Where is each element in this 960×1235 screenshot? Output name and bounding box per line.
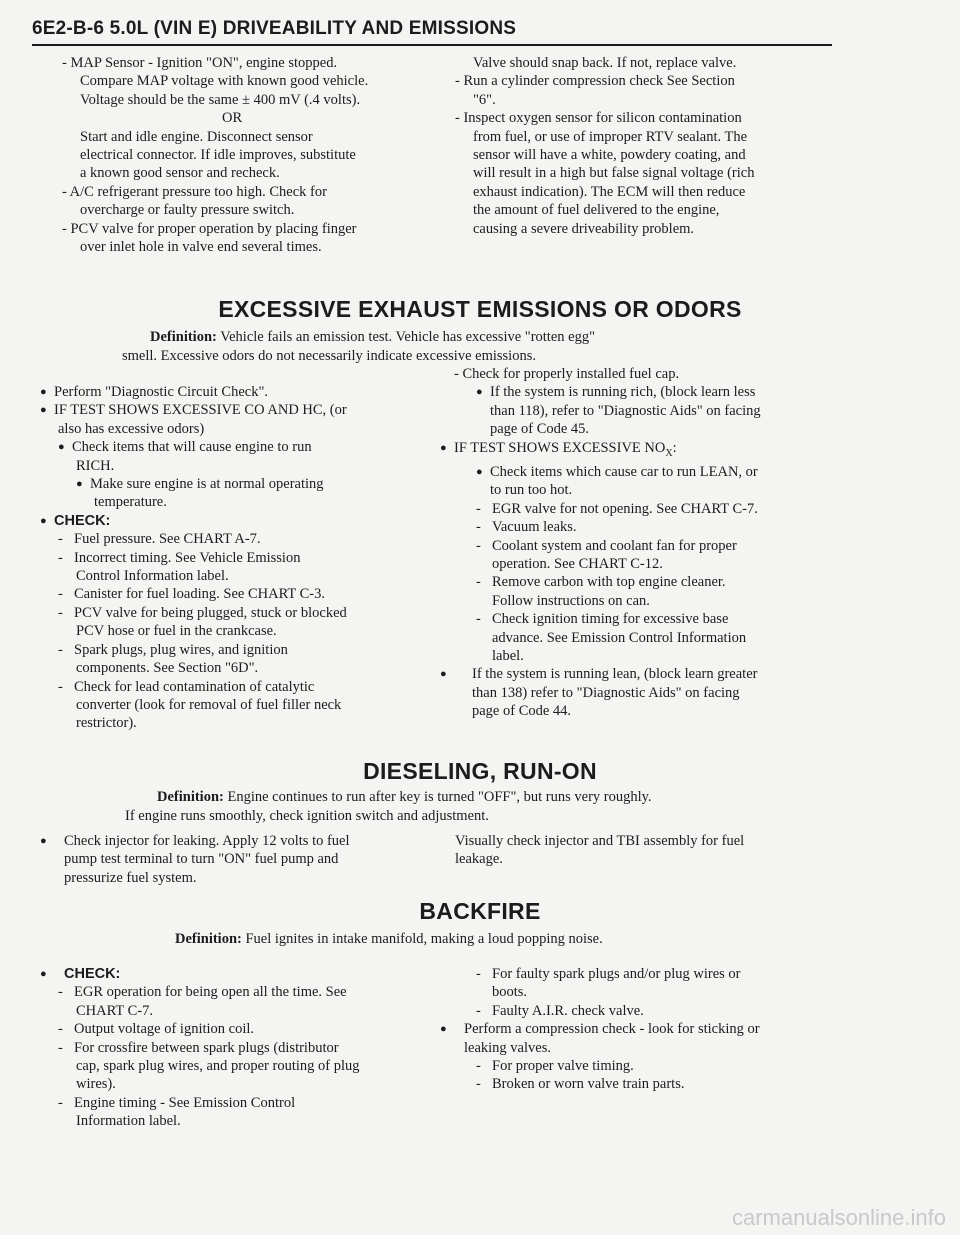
- list-item: OR: [222, 110, 243, 127]
- list-item: - PCV valve for proper operation by placing finger: [62, 220, 357, 237]
- bullet-icon: ●: [440, 668, 447, 681]
- list-item: advance. See Emission Control Information: [492, 629, 747, 646]
- list-item: Output voltage of ignition coil.: [74, 1021, 255, 1038]
- list-item: the amount of fuel delivered to the engine,: [473, 202, 720, 219]
- list-item: If the system is running lean, (block learn greater: [472, 666, 758, 683]
- list-item: electrical connector. If idle improves, substitute: [80, 147, 356, 164]
- definition-backfire: [175, 930, 855, 949]
- backfire-left-column: ● CHECK: - EGR operation for being open all the time. See CHART C-7. - Output voltage of ignition coil. - For crossfire between spark plugs (distributor cap, spark plug wires, and proper routing of plug wires). - Engine timing - See Emission Control Information label.: [40, 965, 440, 1131]
- list-item: Check for lead contamination of catalytic: [74, 678, 315, 695]
- definition-label: Definition:: [157, 789, 224, 805]
- list-item: Perform "Diagnostic Circuit Check".: [54, 384, 268, 400]
- bullet-icon: ●: [476, 465, 483, 478]
- definition-label: Definition:: [175, 931, 242, 947]
- list-item: temperature.: [94, 494, 167, 511]
- list-item: will result in a high but false signal voltage (rich: [473, 165, 755, 182]
- list-item: IF TEST SHOWS EXCESSIVE NO: [454, 439, 666, 456]
- dieseling-left-column: [40, 832, 460, 887]
- definition-text: Fuel ignites in intake manifold, making a loud popping noise.: [245, 931, 603, 947]
- list-item: restrictor).: [76, 715, 137, 732]
- check-label: CHECK:: [54, 512, 111, 529]
- list-item: leaking valves.: [464, 1039, 551, 1056]
- list-item: Check ignition timing for excessive base: [492, 611, 729, 628]
- list-item: wires).: [76, 1076, 116, 1093]
- list-item: Remove carbon with top engine cleaner.: [492, 574, 726, 591]
- list-item: Make sure engine is at normal operating: [90, 476, 324, 493]
- section-heading-exhaust: EXCESSIVE EXHAUST EMISSIONS OR ODORS: [218, 296, 742, 322]
- list-item: PCV hose or fuel in the crankcase.: [76, 623, 277, 640]
- backfire-right-column: - For faulty spark plugs and/or plug wires or boots. - Faulty A.I.R. check valve. ● Perform a compression check - look for sticking or leaking valves. - For proper valve timing. - Broken or worn valve train parts.: [440, 965, 850, 1094]
- list-item: than 118), refer to "Diagnostic Aids" on facing: [490, 402, 761, 419]
- list-item: - Inspect oxygen sensor for silicon contamination: [455, 110, 742, 127]
- check-label: CHECK:: [64, 966, 121, 982]
- list-item: Start and idle engine. Disconnect sensor: [80, 128, 313, 145]
- list-item: Compare MAP voltage with known good vehicle.: [80, 73, 369, 90]
- list-item: causing a severe driveability problem.: [473, 220, 695, 237]
- list-item: - MAP Sensor - Ignition "ON", engine stopped.: [62, 55, 338, 71]
- section-heading-backfire: BACKFIRE: [419, 898, 541, 924]
- list-item: also has excessive odors): [58, 420, 205, 437]
- dieseling-right-column: [455, 832, 845, 869]
- bullet-icon: ●: [40, 835, 47, 847]
- list-item: Spark plugs, plug wires, and ignition: [74, 641, 288, 658]
- list-item: Follow instructions on can.: [492, 592, 650, 609]
- list-item: over inlet hole in valve end several times.: [80, 239, 322, 256]
- definition-text: Engine continues to run after key is turned "OFF", but runs very roughly.: [227, 789, 652, 805]
- header-rule: [32, 44, 832, 46]
- list-item: leakage.: [455, 851, 503, 868]
- list-item: Canister for fuel loading. See CHART C-3.: [74, 586, 325, 603]
- bullet-icon: ●: [440, 1023, 447, 1036]
- list-item: from fuel, or use of improper RTV sealant. The: [473, 128, 748, 145]
- section-heading-dieseling: DIESELING, RUN-ON: [363, 758, 597, 784]
- list-item: Incorrect timing. See Vehicle Emission: [74, 549, 301, 566]
- exhaust-right-column: - Check for properly installed fuel cap. ● If the system is running rich, (block learn less than 118), refer to "Diagnostic Aids" on facing page of Code 45. ● IF TEST SHOWS EXCESSIVE $NO_X$: ● Check items which cause car to run LEAN, or to run too hot. - EGR valve for not opening. See CHART C-7. - Vacuum leaks. - Coolant system and coolant fan for proper operation. See CHART C-12. - Remove carbon with top engine cleaner. Follow instructions on can. - Check ignition timing for excessive base advance. See Emission Control Information label. ● If the system is running lean, (block learn greater than 138) refer to "Diagnostic Aids" on facing page of Code 44.: [440, 365, 850, 721]
- watermark: carmanualsonline.info: [731, 1205, 946, 1230]
- list-item: Engine timing - See Emission Control: [74, 1094, 296, 1111]
- bullet-icon: ●: [40, 968, 47, 980]
- list-item: - A/C refrigerant pressure too high. Check for: [62, 183, 327, 200]
- definition-dieseling: [125, 788, 857, 826]
- top-right-column: [455, 54, 845, 238]
- list-item: page of Code 44.: [472, 703, 572, 720]
- bullet-icon: ●: [40, 404, 47, 417]
- list-item: Vacuum leaks.: [492, 519, 577, 536]
- bullet-icon: ●: [476, 386, 483, 399]
- list-item: For crossfire between spark plugs (distributor: [74, 1039, 339, 1056]
- list-item: Fuel pressure. See CHART A-7.: [74, 531, 261, 548]
- list-item: RICH.: [76, 457, 115, 474]
- list-item: - Check for properly installed fuel cap.: [454, 366, 680, 382]
- list-item: Faulty A.I.R. check valve.: [492, 1002, 644, 1019]
- list-item: Control Information label.: [76, 568, 229, 585]
- list-item: to run too hot.: [490, 482, 573, 499]
- list-item: - Run a cylinder compression check See Section: [455, 73, 735, 90]
- list-item: page of Code 45.: [490, 421, 590, 438]
- definition-label: Definition:: [150, 329, 217, 345]
- list-item: For faulty spark plugs and/or plug wires or: [492, 966, 741, 982]
- page-header: [32, 18, 832, 46]
- list-item: If the system is running rich, (block learn less: [490, 384, 756, 401]
- list-item: exhaust indication). The ECM will then reduce: [473, 183, 746, 200]
- list-item: sensor will have a white, powdery coating, and: [473, 147, 746, 164]
- list-item: cap, spark plug wires, and proper routing of plug: [76, 1058, 360, 1075]
- bullet-icon: ●: [58, 441, 65, 454]
- list-item: pump test terminal to turn "ON" fuel pump and: [64, 851, 339, 868]
- list-item: "6".: [473, 91, 496, 108]
- bullet-icon: ●: [40, 386, 47, 398]
- definition-exhaust: [122, 328, 850, 366]
- list-item: PCV valve for being plugged, stuck or blocked: [74, 604, 347, 621]
- list-item: label.: [492, 647, 524, 664]
- list-item: operation. See CHART C-12.: [492, 555, 663, 572]
- list-item: EGR valve for not opening. See CHART C-7.: [492, 500, 758, 517]
- definition-text: smell. Excessive odors do not necessarily indicate excessive emissions.: [122, 348, 536, 364]
- list-item: Information label.: [76, 1113, 181, 1130]
- list-item: Broken or worn valve train parts.: [492, 1076, 685, 1093]
- list-item: components. See Section "6D".: [76, 660, 259, 677]
- list-item: converter (look for removal of fuel filler neck: [76, 696, 342, 713]
- list-item: EGR operation for being open all the time. See: [74, 984, 347, 1001]
- list-item: Check items that will cause engine to run: [72, 439, 312, 456]
- bullet-icon: ●: [76, 478, 83, 491]
- list-item: Valve should snap back. If not, replace valve.: [473, 55, 737, 71]
- list-item: IF TEST SHOWS EXCESSIVE CO AND HC, (or: [54, 402, 347, 419]
- exhaust-left-column: ● Perform "Diagnostic Circuit Check". ● IF TEST SHOWS EXCESSIVE CO AND HC, (or also has excessive odors) ● Check items that will cause engine to run RICH. ● Make sure engine is at normal operating temperature. ● CHECK: - Fuel pressure. See CHART A-7. - Incorrect timing. See Vehicle Emission Control Information label. - Canister for fuel loading. See CHART C-3. - PCV valve for being plugged, stuck or blocked PCV hose or fuel in the crankcase. - Spark plugs, plug wires, and ignition components. See Section "6D". - Check for lead contamination of catalytic converter (look for removal of fuel filler neck restrictor).: [40, 383, 440, 733]
- top-left-column: [62, 54, 442, 256]
- list-item: For proper valve timing.: [492, 1058, 634, 1075]
- list-item: Coolant system and coolant fan for proper: [492, 537, 737, 554]
- list-item: Perform a compression check - look for sticking or: [464, 1021, 760, 1038]
- list-item: a known good sensor and recheck.: [80, 165, 280, 182]
- list-item: pressurize fuel system.: [64, 869, 197, 886]
- list-item: Check items which cause car to run LEAN, or: [490, 463, 758, 480]
- bullet-icon: ●: [40, 514, 47, 527]
- list-item: CHART C-7.: [76, 1002, 154, 1019]
- list-item: Visually check injector and TBI assembly for fuel: [455, 833, 745, 849]
- list-item: overcharge or faulty pressure switch.: [80, 202, 295, 219]
- definition-text: Vehicle fails an emission test. Vehicle has excessive "rotten egg": [220, 329, 596, 345]
- list-item: Check injector for leaking. Apply 12 volts to fuel: [64, 833, 350, 849]
- list-item: Voltage should be the same ± 400 mV (.4 volts).: [80, 91, 361, 108]
- page-title: 6E2-B-6 5.0L (VIN E) DRIVEABILITY AND EMISSIONS: [32, 18, 517, 39]
- bullet-icon: ●: [440, 441, 447, 454]
- subscript: X: [665, 447, 673, 459]
- list-item: than 138) refer to "Diagnostic Aids" on facing: [472, 684, 740, 701]
- list-item: boots.: [492, 984, 528, 1001]
- definition-text: If engine runs smoothly, check ignition switch and adjustment.: [125, 808, 489, 824]
